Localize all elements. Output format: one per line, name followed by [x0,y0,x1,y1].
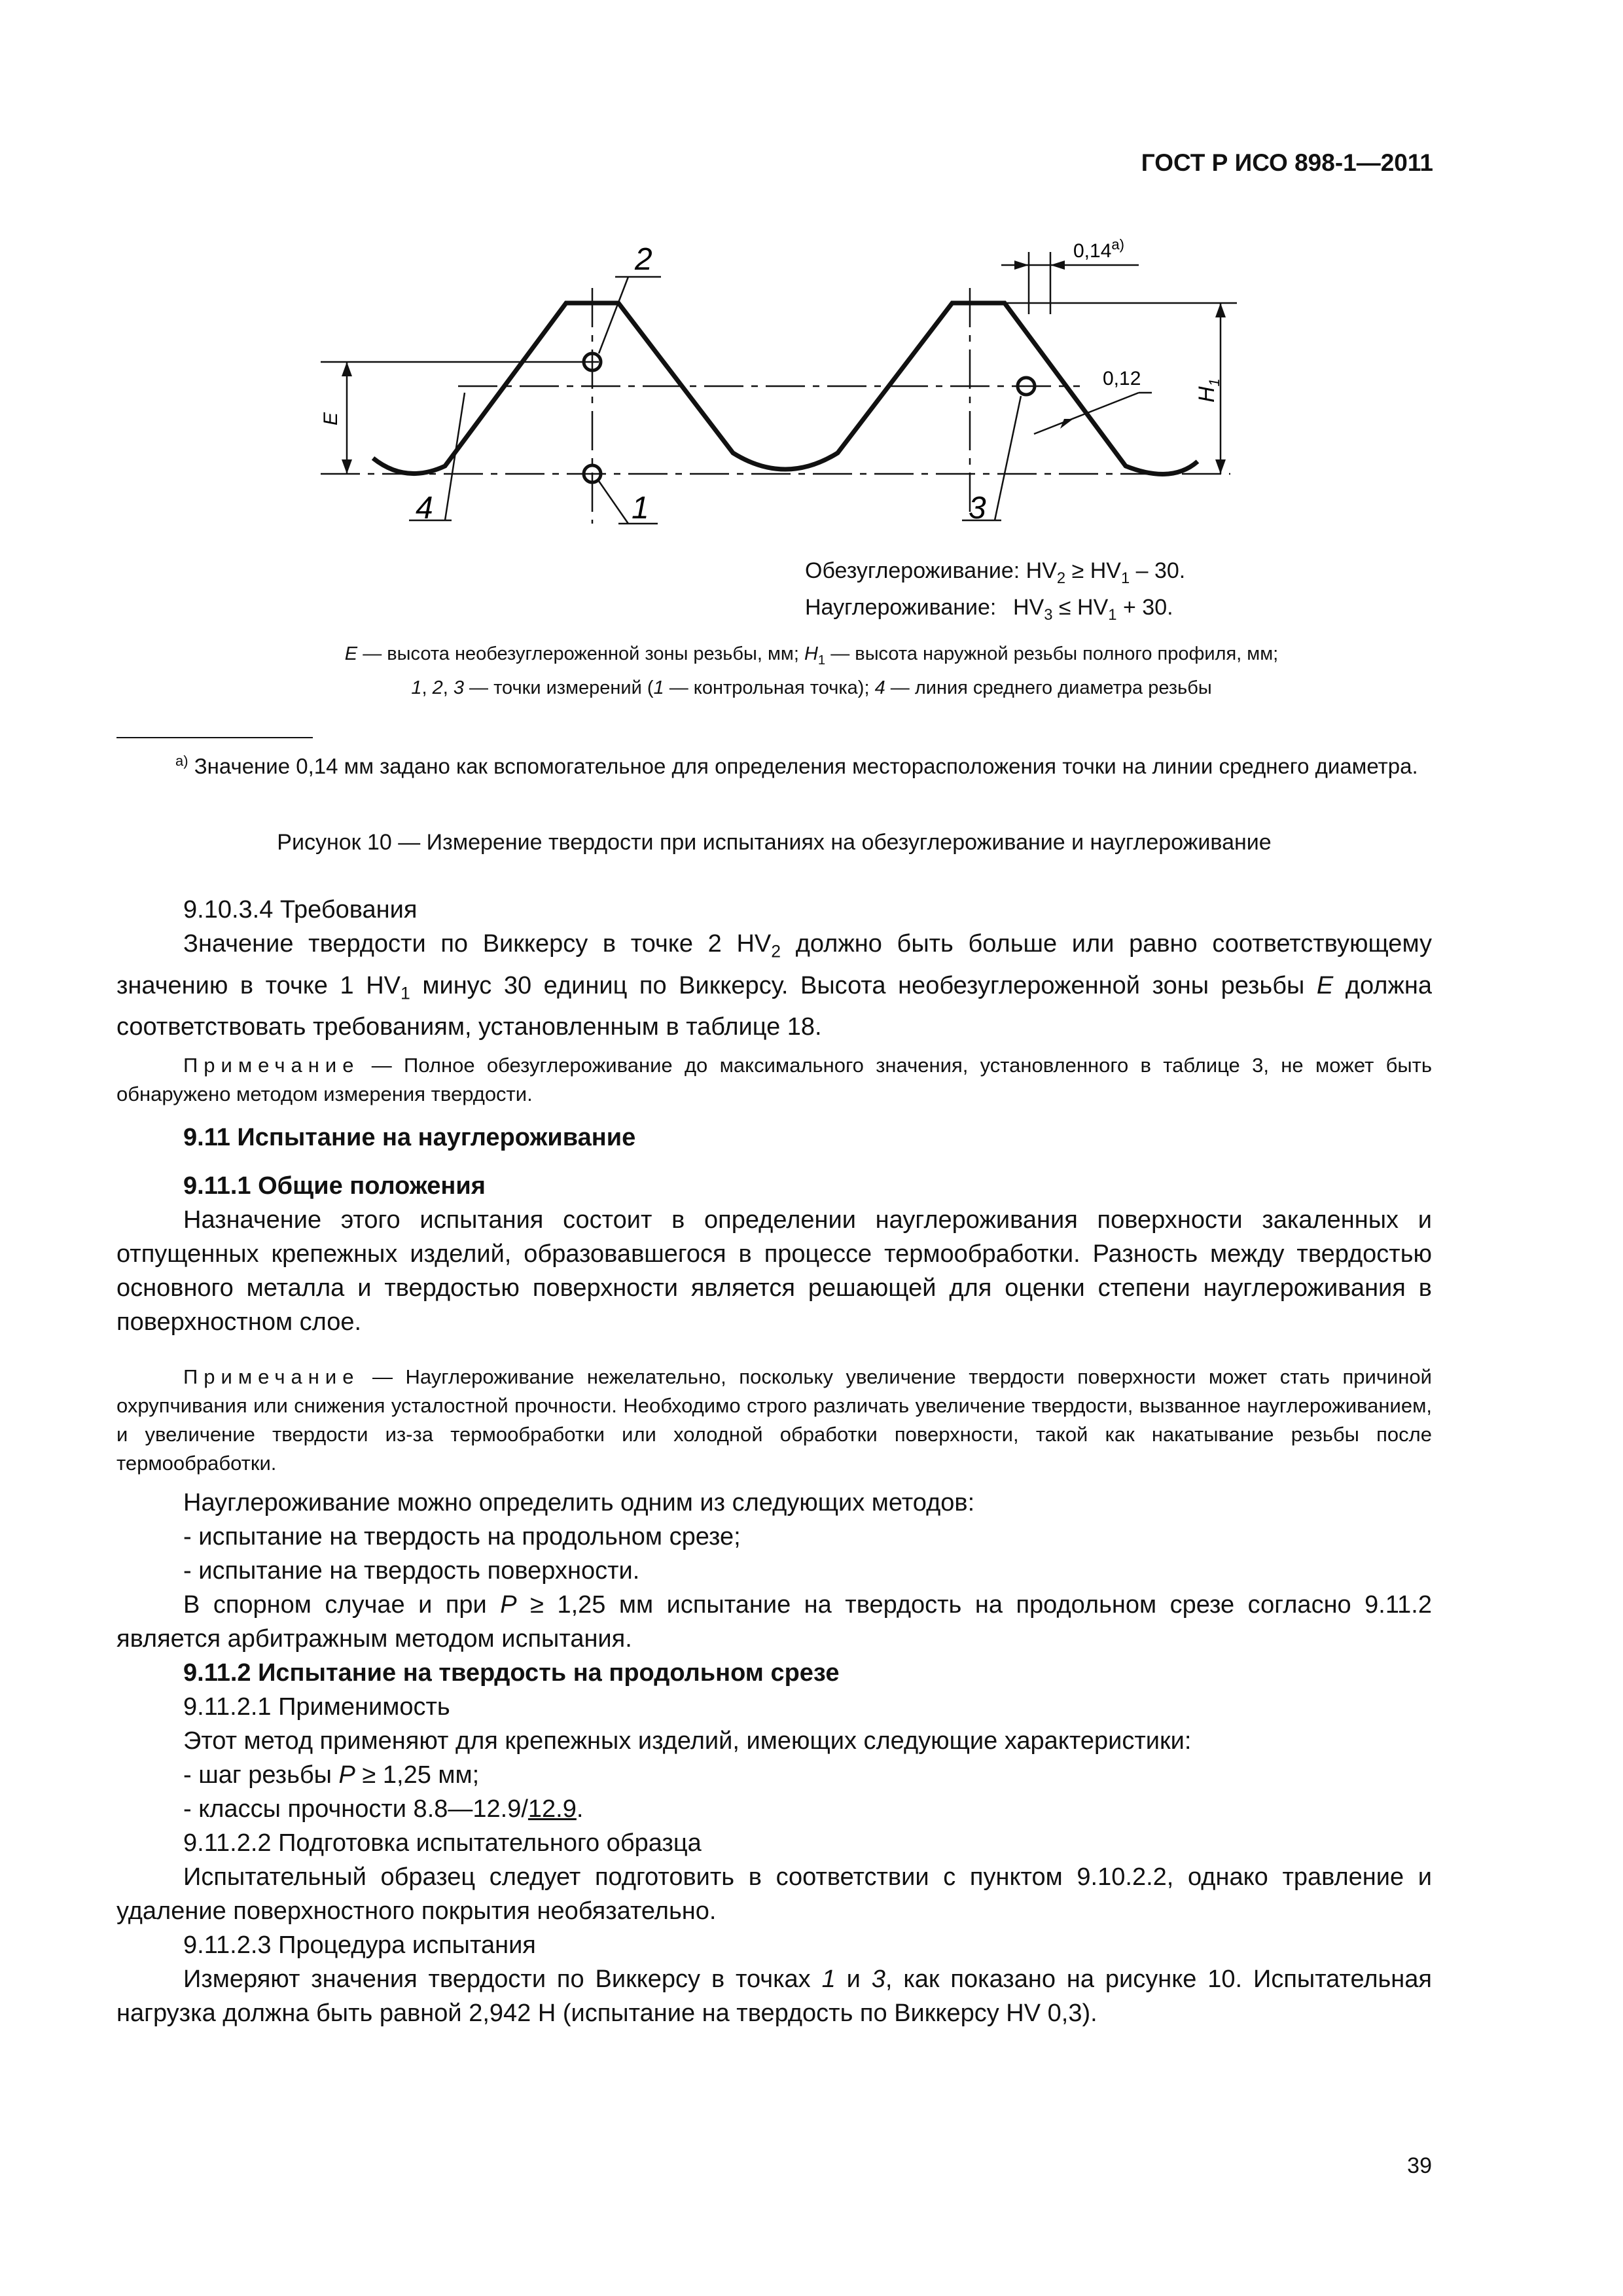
dim-014-label: 0,14$^{a)}$ [1073,236,1124,262]
dispute-paragraph: В спорном случае и при P ≥ 1,25 мм испытание на твердость на продольном срезе согласно 9.11.2 является арбитражным методом испытания. [116,1591,1432,1653]
section-9-11-1-paragraph: Назначение этого испытания состоит в определении науглероживания поверхности закаленных и отпущенных крепежных изделий, образовавшегося в процессе термообработки. Разность между твердостью основного металла и твердостью поверхности является решающей для оценки степени науглероживания в поверхностном слое. [116,1206,1432,1336]
thread-profile-line [373,303,1198,474]
preparation-paragraph: Испытательный образец следует подготовить в соответствии с пунктом 9.10.2.2, однако травление и удаление поверхностного покрытия необязательно. [116,1863,1432,1925]
method-item-2: - испытание на твердость поверхности. [183,1557,640,1585]
procedure-paragraph: Измеряют значения твердости по Виккерсу в точках 1 и 3, как показано на рисунке 10. Испытательная нагрузка должна быть равной 2,942 Н (испытание на твердость по Виккерсу HV 0,3). [116,1965,1433,2027]
footnote-separator [116,737,313,738]
point-2-label: 2 [635,242,652,277]
section-9-10-3-4-heading: 9.10.3.4 Требования [183,896,418,924]
strength-class-link[interactable]: 12.9 [527,1795,577,1823]
e-label: E [320,412,342,425]
footnote: $^{a)}$ Значение 0,14 мм задано как вспомогательное для определения месторасположения точки на линии среднего диаметра. [175,753,1418,778]
section-9-10-3-4-paragraph: Значение твердости по Виккерсу в точке 2 $HV_2$ должно быть больше или равно соответствующему значению в точке 1 $HV_1$ минус 30 единиц по Виккерсу. Высота необезуглероженной зоны резьбы E должна соответствовать требованиям, установленным в таблице 18. [116,930,1432,1041]
section-9-11-1-heading: 9.11.1 Общие положения [183,1172,486,1200]
page-number: 39 [1407,2153,1432,2178]
applicability-item-1: - шаг резьбы P ≥ 1,25 мм; [183,1761,480,1789]
method-item-1: - испытание на твердость на продольном срезе; [183,1523,741,1551]
methods-intro: Науглероживание можно определить одним из следующих методов: [183,1489,975,1516]
legend-line-1: E — высота необезуглероженной зоны резьбы, мм; $H_1$ — высота наружной резьбы полного профиля, мм; [344,643,1279,668]
thread-profile-figure [0,0,1623,589]
applicability-item-2: - классы прочности 8.8—12.9/12.9. [183,1795,584,1823]
note-decarburization: Примечание — Полное обезуглероживание до максимального значения, установленного в таблице 3, не может быть обнаружено методом измерения твердости. [116,1054,1432,1105]
figure-legend [170,640,1453,702]
figure-title: Рисунок 10 — Измерение твердости при испытаниях на обезуглероживание и науглероживание [277,830,1272,855]
h1-label: $H_1$ [1194,378,1222,403]
section-9-11-2-1-heading: 9.11.2.1 Применимость [183,1693,450,1721]
carburization-formula: Науглероживание: $HV_3 \le HV_1 + 30$. [805,594,1173,624]
section-9-11-2-2-heading: 9.11.2.2 Подготовка испытательного образца [183,1829,702,1857]
point-4-label: 4 [416,491,433,526]
section-9-11-heading: 9.11 Испытание на науглероживание [183,1124,636,1151]
section-9-11-2-3-heading: 9.11.2.3 Процедура испытания [183,1931,536,1959]
hardness-formulas [805,556,1329,630]
document-code: ГОСТ Р ИСО 898-1—2011 [1141,149,1433,176]
section-9-11-2-heading: 9.11.2 Испытание на твердость на продольном срезе [183,1659,840,1687]
legend-line-2: 1, 2, 3 — точки измерений (1 — контрольная точка); 4 — линия среднего диаметра резьбы [411,677,1212,698]
point-3-label: 3 [969,491,986,526]
applicability-paragraph: Этот метод применяют для крепежных изделий, имеющих следующие характеристики: [183,1727,1192,1755]
decarburization-formula: Обезуглероживание: $HV_2 \ge HV_1 - 30$. [805,558,1186,587]
point-1-label: 1 [632,491,649,526]
note-carburization: Примечание — Науглероживание нежелательно, поскольку увеличение твердости поверхности может стать причиной охрупчивания или снижения усталостной прочности. Необходимо строго различать увеличение твердости, вызванное науглероживанием, и увеличение твердости из-за термообработки или холодной обработки поверхности, такой как накатывание резьбы после термообработки. [116,1365,1432,1475]
dim-012-label: 0,12 [1103,368,1141,389]
